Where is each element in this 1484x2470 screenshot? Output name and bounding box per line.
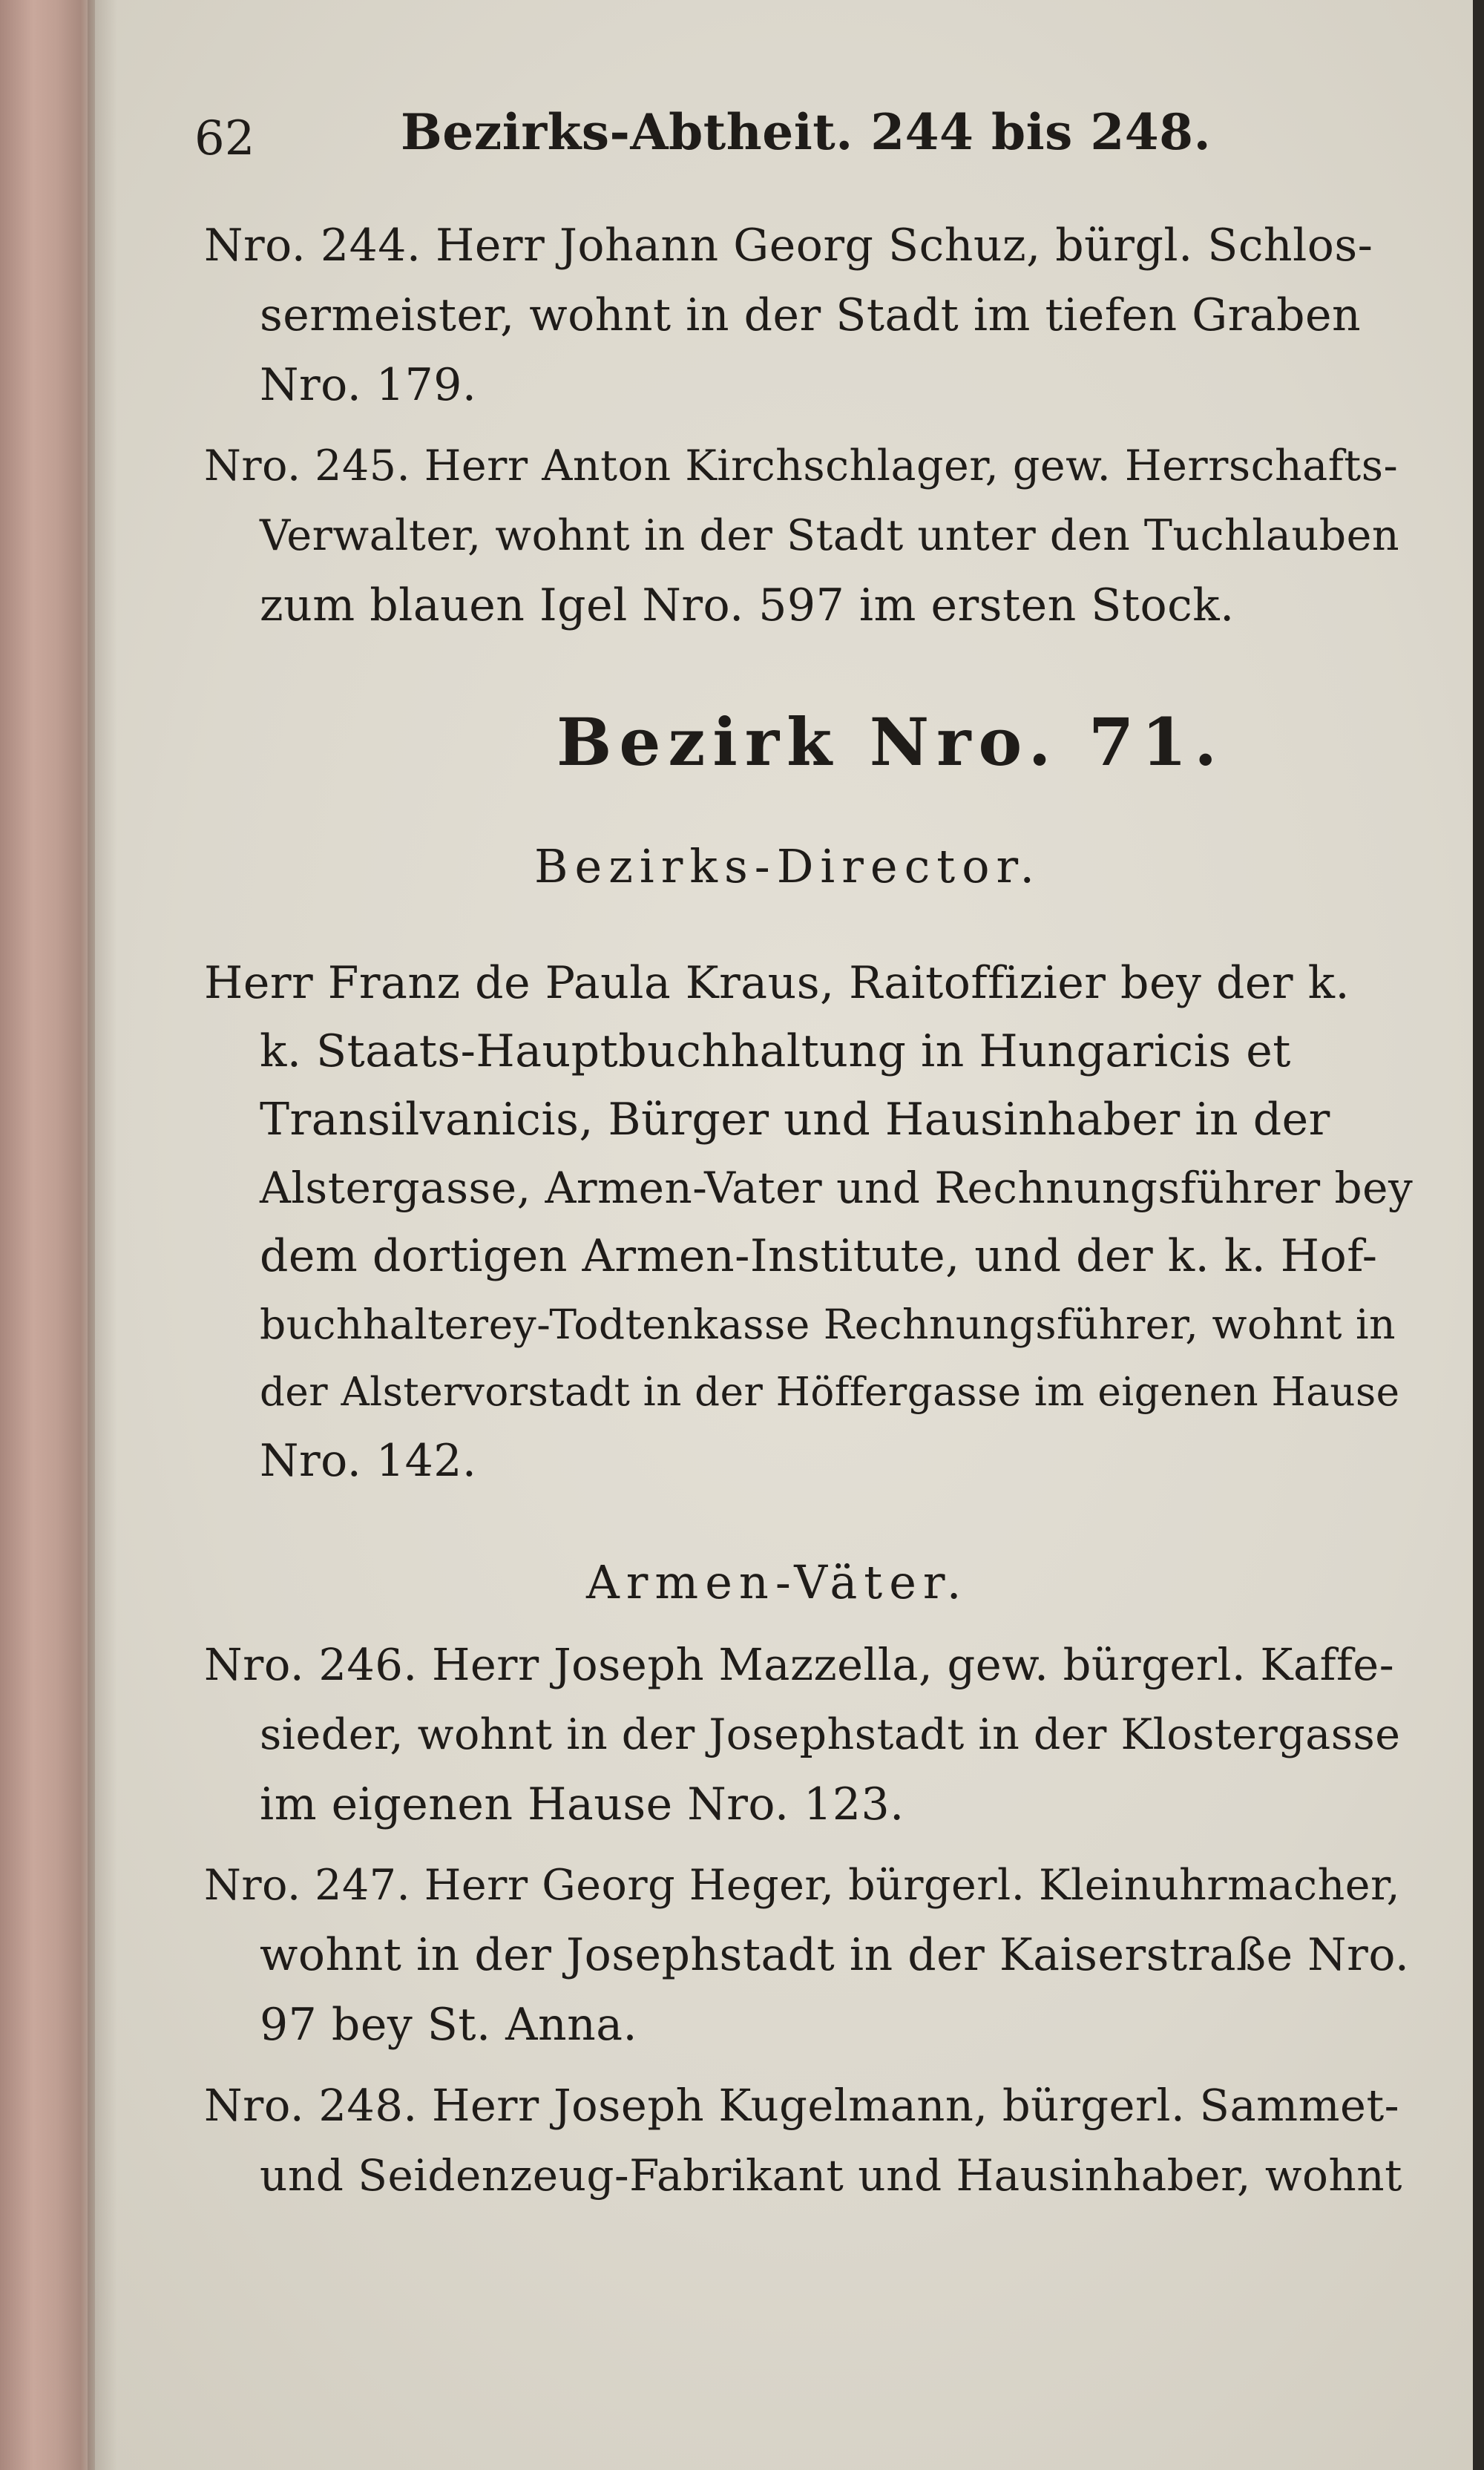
scan-background-edge [1473, 0, 1484, 2470]
director-line: k. Staats-Hauptbuchhaltung in Hungaricis et [260, 1025, 1291, 1077]
director-line: Transilvanicis, Bürger und Hausinhaber in der [260, 1094, 1330, 1146]
director-line: Alstergasse, Armen-Vater und Rechnungsführer bey [260, 1163, 1414, 1213]
entry-line: im eigenen Hause Nro. 123. [260, 1778, 904, 1830]
page-number: 62 [194, 111, 255, 166]
entry-line: und Seidenzeug-Fabrikant und Hausinhaber, wohnt [260, 2150, 1402, 2201]
entry-line: Nro. 247. Herr Georg Heger, bürgerl. Kleinuhrmacher, [204, 1861, 1401, 1910]
director-heading: Bezirks-Director. [534, 839, 1042, 893]
entry-line: sermeister, wohnt in der Stadt im tiefen Graben [260, 289, 1362, 341]
entry-line: Nro. 246. Herr Joseph Mazzella, gew. bürgerl. Kaffe- [204, 1639, 1395, 1690]
director-line: Herr Franz de Paula Kraus, Raitoffizier bey der k. [204, 957, 1350, 1009]
entry-line: Verwalter, wohnt in der Stadt unter den Tuchlauben [260, 511, 1400, 560]
entry-line: Nro. 244. Herr Johann Georg Schuz, bürgl. Schlos- [204, 220, 1373, 272]
director-line: Nro. 142. [260, 1435, 477, 1487]
entry-line: Nro. 245. Herr Anton Kirchschlager, gew. Herrschafts- [204, 441, 1399, 490]
director-line: dem dortigen Armen-Institute, und der k. k. Hof- [260, 1230, 1378, 1282]
entry-line: zum blauen Igel Nro. 597 im ersten Stock. [260, 579, 1235, 631]
entry-line: 97 bey St. Anna. [260, 1999, 638, 2051]
director-line: buchhalterey-Todtenkasse Rechnungsführer, wohnt in [260, 1301, 1396, 1348]
section-title: Bezirk Nro. 71. [556, 703, 1225, 781]
entry-line: sieder, wohnt in der Josephstadt in der Klostergasse [260, 1710, 1401, 1759]
armen-heading: Armen-Väter. [586, 1555, 968, 1609]
entry-line: wohnt in der Josephstadt in der Kaiserstraße Nro. [260, 1929, 1410, 1981]
director-line: der Alstervorstadt in der Höffergasse im eigenen Hause [260, 1370, 1400, 1415]
entry-line: Nro. 179. [260, 359, 477, 411]
running-header: Bezirks-Abtheit. 244 bis 248. [401, 103, 1212, 161]
entry-line: Nro. 248. Herr Joseph Kugelmann, bürgerl. Sammet- [204, 2080, 1400, 2131]
